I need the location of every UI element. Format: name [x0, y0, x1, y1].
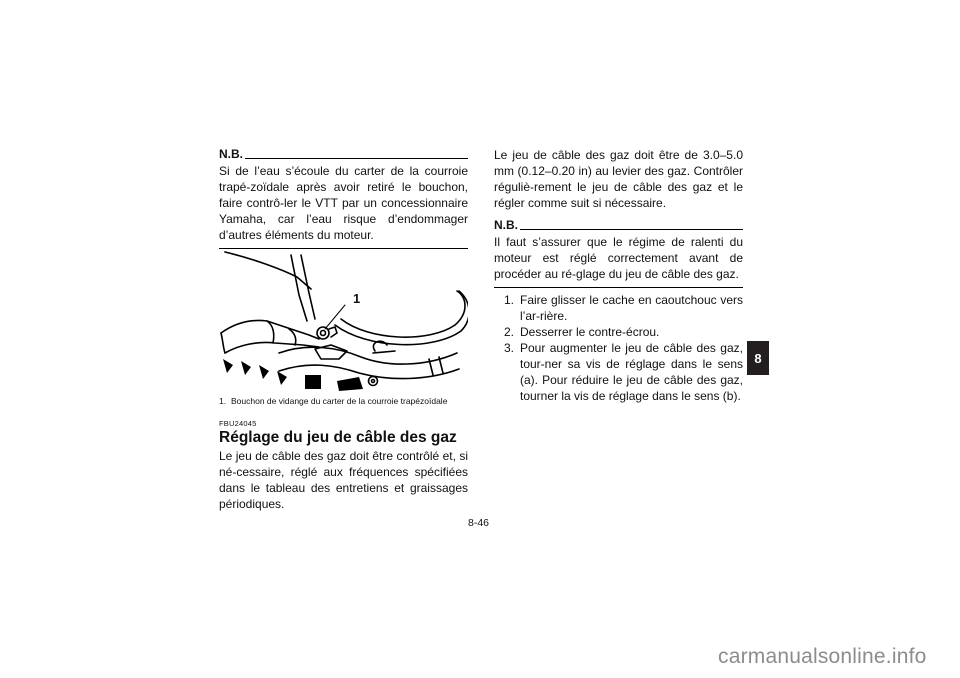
drain-plug-illustration [219, 247, 468, 393]
step-number: 1. [503, 293, 514, 307]
left-column [219, 147, 468, 249]
step-number: 3. [503, 341, 514, 355]
note2-header [494, 218, 743, 232]
section [219, 419, 468, 512]
note2-end-rule [494, 287, 743, 288]
section-paragraph: Le jeu de câble des gaz doit être contrôlé et, si né-cessaire, réglé aux fréquences spécifiées dans le tableau des entretiens et graissages périodiques. [219, 449, 468, 511]
note2-text: Il faut s’assurer que le régime de ralenti du moteur est réglé correctement avant de procéder au ré-glage du jeu de câble des gaz. [494, 235, 743, 281]
chapter-tab [747, 341, 769, 375]
note-text: Si de l’eau s’écoule du carter de la courroie trapé-zoïdale après avoir retiré le bouchon, faire contrô-ler le VTT par un concessionnaire Yamaha, car l’eau risque d’endommager d’autres éléments du moteur. [219, 164, 468, 242]
section-heading: Réglage du jeu de câble des gaz [219, 429, 457, 446]
list-item [494, 340, 743, 404]
intro-paragraph: Le jeu de câble des gaz doit être de 3.0–5.0 mm (0.12–0.20 in) au levier des gaz. Contrôler réguliè-rement le jeu de câble des gaz et le régler comme suit si nécessaire. [494, 148, 743, 210]
step-text: Pour augmenter le jeu de câble des gaz, tour-ner sa vis de réglage dans le sens (a). Pour réduire le jeu de câble des gaz, tourner la vis de réglage dans le sens (b). [520, 341, 743, 403]
note2-label: N.B. [494, 218, 518, 232]
caption-text: Bouchon de vidange du carter de la courroie trapézoïdale [231, 396, 448, 406]
note-header [219, 147, 468, 161]
figure [219, 247, 468, 393]
right-column [494, 147, 743, 404]
section-code: FBU24045 [219, 419, 257, 428]
page-number: 8-46 [468, 517, 490, 529]
note-label: N.B. [219, 147, 243, 161]
steps-list [494, 292, 743, 404]
caption-number: 1. [219, 396, 227, 406]
step-number: 2. [503, 325, 514, 339]
chapter-tab-label: 8 [754, 350, 762, 366]
note2-rule [520, 229, 743, 230]
figure-caption [219, 396, 471, 407]
list-item [494, 324, 743, 340]
list-item [494, 292, 743, 324]
watermark: carmanualsonline.info [718, 645, 927, 668]
note-rule [245, 158, 468, 159]
step-text: Desserrer le contre-écrou. [520, 325, 660, 339]
callout-number: 1 [353, 291, 361, 306]
step-text: Faire glisser le cache en caoutchouc vers l’ar-rière. [520, 293, 743, 323]
